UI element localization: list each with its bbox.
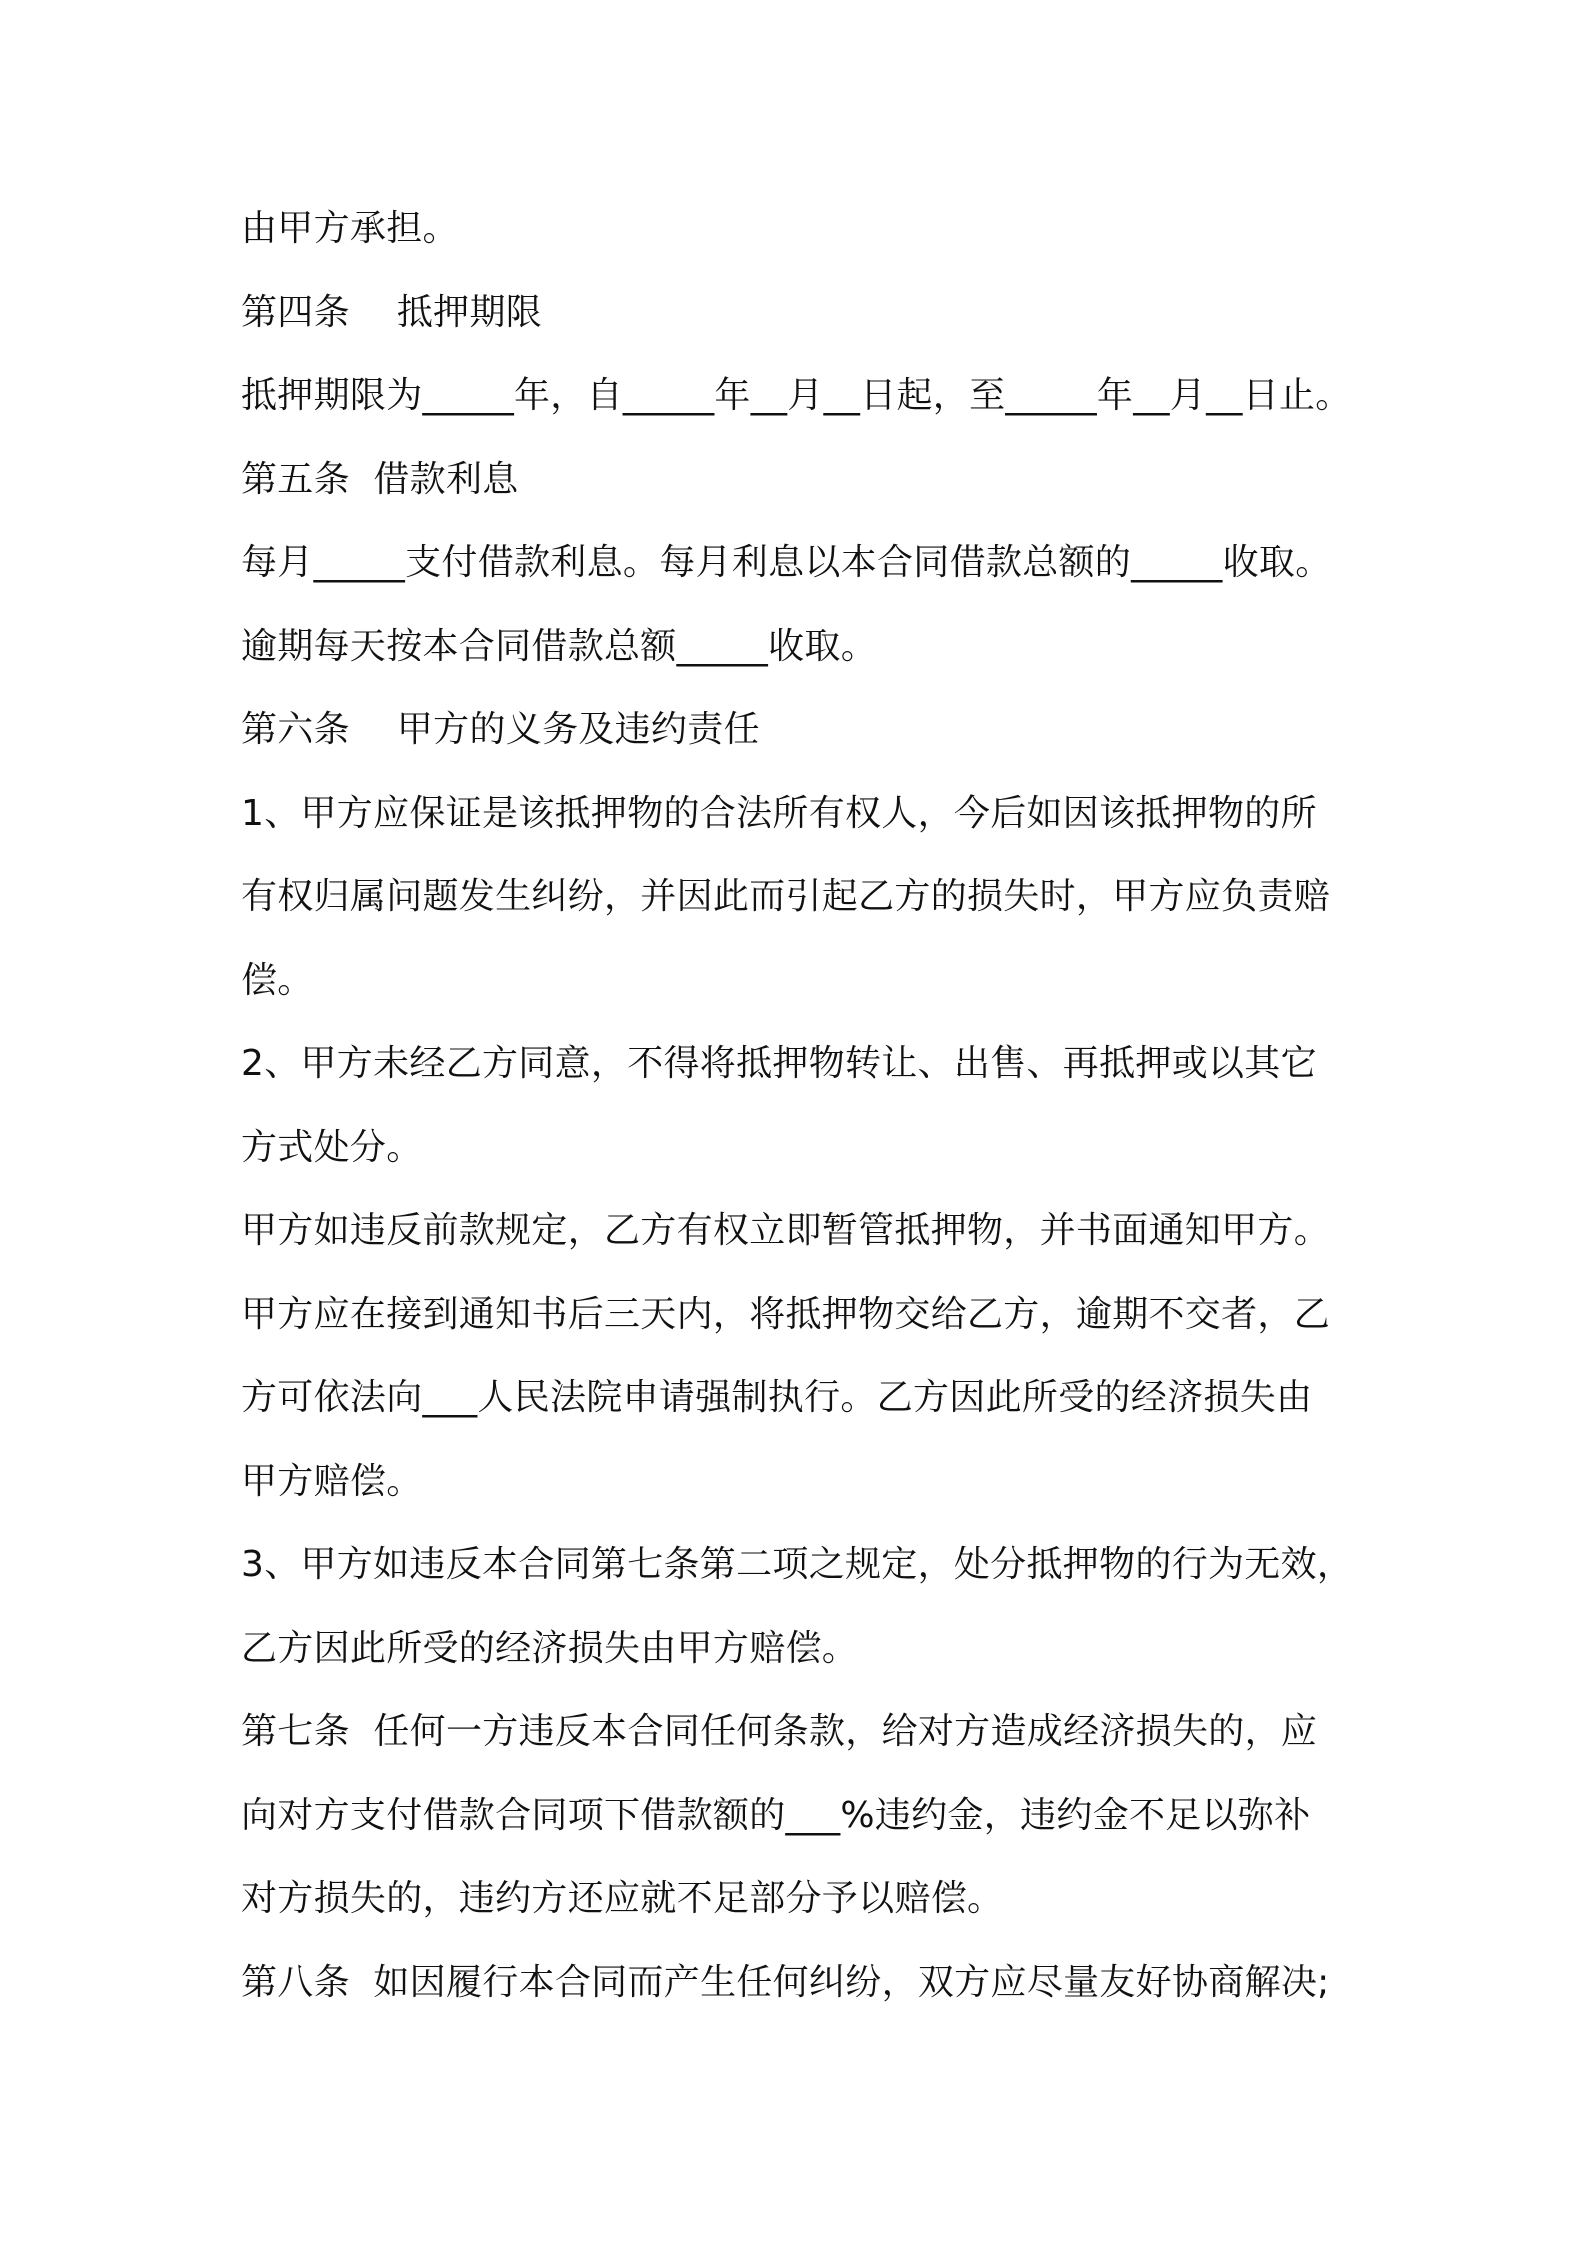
- article-heading: 第八条 如因履行本合同而产生任何纠纷，双方应尽量友好协商解决;: [241, 1962, 1330, 2003]
- article-heading: 第七条 任何一方违反本合同任何条款，给对方造成经济损失的，应: [241, 1711, 1318, 1752]
- text-line: 1、甲方应保证是该抵押物的合法所有权人，今后如因该抵押物的所: [241, 793, 1317, 834]
- text-line: 2、甲方未经乙方同意，不得将抵押物转让、出售、再抵押或以其它: [241, 1043, 1317, 1084]
- text-line: 方式处分。: [241, 1127, 423, 1168]
- article-heading: 第六条 甲方的义务及违约责任: [241, 709, 760, 750]
- article-heading: 第五条 借款利息: [241, 459, 519, 500]
- text-line: 向对方支付借款合同项下借款额的___%违约金，违约金不足以弥补: [241, 1795, 1311, 1836]
- text-line: 3、甲方如违反本合同第七条第二项之规定，处分抵押物的行为无效，: [241, 1544, 1354, 1585]
- text-line: 每月_____支付借款利息。每月利息以本合同借款总额的_____收取。: [241, 542, 1332, 583]
- article-heading: 第四条 抵押期限: [241, 292, 543, 333]
- text-line: 逾期每天按本合同借款总额_____收取。: [241, 626, 877, 667]
- text-line: 有权归属问题发生纠纷，并因此而引起乙方的损失时，甲方应负责赔: [241, 876, 1331, 917]
- text-line: 由甲方承担。: [241, 208, 459, 249]
- text-line: 甲方应在接到通知书后三天内，将抵押物交给乙方，逾期不交者，乙: [241, 1294, 1331, 1335]
- text-line: 甲方如违反前款规定，乙方有权立即暂管抵押物，并书面通知甲方。: [241, 1210, 1331, 1251]
- text-line: 对方损失的，违约方还应就不足部分予以赔偿。: [241, 1878, 1004, 1919]
- text-line: 抵押期限为_____年，自_____年__月__日起，至_____年__月__日止。: [241, 375, 1352, 416]
- text-line: 偿。: [241, 960, 314, 1001]
- text-line: 方可依法向___人民法院申请强制执行。乙方因此所受的经济损失由: [241, 1377, 1313, 1418]
- text-line: 乙方因此所受的经济损失由甲方赔偿。: [241, 1628, 859, 1669]
- text-line: 甲方赔偿。: [241, 1461, 423, 1502]
